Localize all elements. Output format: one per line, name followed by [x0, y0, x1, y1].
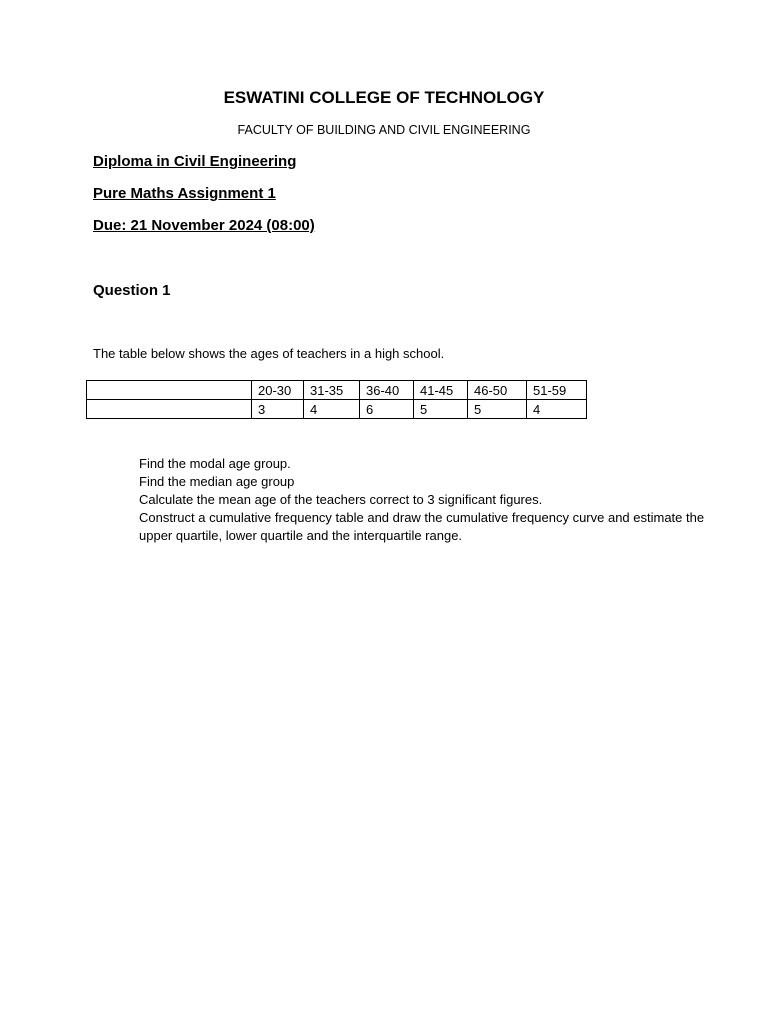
list-item: Construct a cumulative frequency table and draw the cumulative frequency curve and estimate the upper quartile, lower quartile and the interquartile range. — [139, 510, 705, 543]
question-title: Question 1 — [93, 282, 171, 299]
table-cell: 6 — [360, 400, 414, 419]
table-cell: 5 — [468, 400, 527, 419]
list-item: Find the modal age group. — [139, 456, 291, 471]
table-cell — [87, 400, 252, 419]
table-cell: 36-40 — [360, 381, 414, 400]
programme-heading: Diploma in Civil Engineering — [93, 153, 297, 170]
list-item: Calculate the mean age of the teachers correct to 3 significant figures. — [139, 492, 543, 507]
table-row — [87, 400, 587, 419]
age-frequency-table — [86, 380, 587, 419]
task-list — [139, 455, 729, 545]
table-cell: 4 — [527, 400, 587, 419]
institution-title: ESWATINI COLLEGE OF TECHNOLOGY — [223, 88, 545, 107]
table-cell: 46-50 — [468, 381, 527, 400]
table-cell: 20-30 — [252, 381, 304, 400]
table-cell: 51-59 — [527, 381, 587, 400]
list-item: Find the median age group — [139, 474, 295, 489]
table-row — [87, 381, 587, 400]
due-date-heading: Due: 21 November 2024 (08:00) — [93, 217, 315, 234]
table-cell: 3 — [252, 400, 304, 419]
table-cell: 4 — [304, 400, 360, 419]
table-cell — [87, 381, 252, 400]
table-cell: 31-35 — [304, 381, 360, 400]
faculty-name: FACULTY OF BUILDING AND CIVIL ENGINEERING — [237, 123, 531, 137]
assignment-heading: Pure Maths Assignment 1 — [93, 185, 276, 202]
question-intro: The table below shows the ages of teachers in a high school. — [93, 346, 445, 361]
table-cell: 5 — [414, 400, 468, 419]
table-cell: 41-45 — [414, 381, 468, 400]
